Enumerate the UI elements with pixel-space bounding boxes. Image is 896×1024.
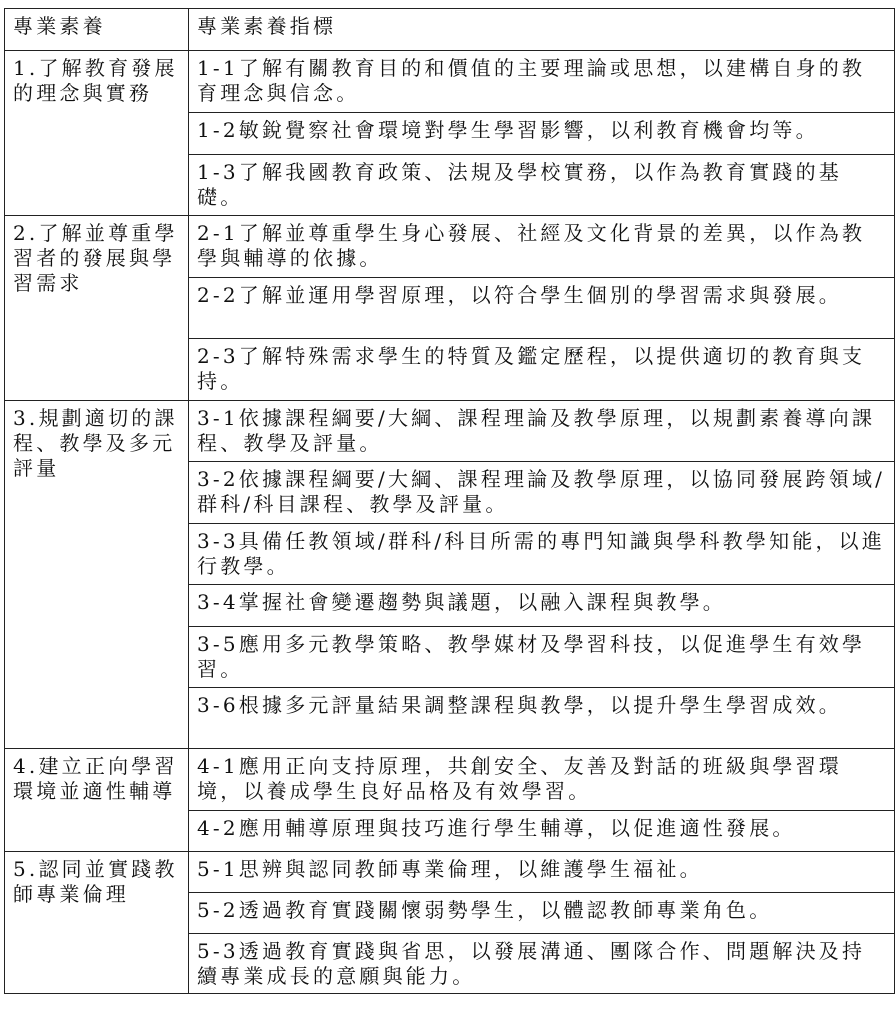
table-body bbox=[5, 51, 895, 994]
header-competency: 專業素養 bbox=[5, 9, 189, 51]
indicator-cell: 3-3具備任教領域/群科/科目所需的專門知識與學科教學知能，以進行教學。 bbox=[189, 524, 895, 585]
competency-cell: 4.建立正向學習環境並適性輔導 bbox=[5, 749, 189, 852]
competency-cell: 5.認同並實踐教師專業倫理 bbox=[5, 852, 189, 994]
indicator-cell: 5-1思辨與認同教師專業倫理，以維護學生福祉。 bbox=[189, 852, 895, 893]
table-row bbox=[5, 216, 895, 278]
indicator-cell: 1-3了解我國教育政策、法規及學校實務，以作為教育實踐的基礎。 bbox=[189, 155, 895, 216]
table-row bbox=[5, 401, 895, 462]
competency-table bbox=[4, 8, 895, 994]
indicator-cell: 3-4掌握社會變遷趨勢與議題，以融入課程與教學。 bbox=[189, 585, 895, 627]
indicator-cell: 3-1依據課程綱要/大綱、課程理論及教學原理，以規劃素養導向課程、教學及評量。 bbox=[189, 401, 895, 462]
table-row bbox=[5, 852, 895, 893]
indicator-cell: 4-2應用輔導原理與技巧進行學生輔導，以促進適性發展。 bbox=[189, 811, 895, 852]
indicator-cell: 1-2敏銳覺察社會環境對學生學習影響，以利教育機會均等。 bbox=[189, 113, 895, 155]
table-row bbox=[5, 51, 895, 113]
competency-cell: 3.規劃適切的課程、教學及多元評量 bbox=[5, 401, 189, 749]
competency-cell: 2.了解並尊重學習者的發展與學習需求 bbox=[5, 216, 189, 401]
indicator-cell: 3-6根據多元評量結果調整課程與教學，以提升學生學習成效。 bbox=[189, 688, 895, 749]
indicator-cell: 5-2透過教育實踐關懷弱勢學生，以體認教師專業角色。 bbox=[189, 893, 895, 934]
indicator-cell: 3-5應用多元教學策略、教學媒材及學習科技，以促進學生有效學習。 bbox=[189, 627, 895, 688]
header-indicator: 專業素養指標 bbox=[189, 9, 895, 51]
indicator-cell: 5-3透過教育實踐與省思，以發展溝通、團隊合作、問題解決及持續專業成長的意願與能力。 bbox=[189, 934, 895, 994]
indicator-cell: 2-3了解特殊需求學生的特質及鑑定歷程，以提供適切的教育與支持。 bbox=[189, 339, 895, 401]
indicator-cell: 1-1了解有關教育目的和價值的主要理論或思想，以建構自身的教育理念與信念。 bbox=[189, 51, 895, 113]
competency-cell: 1.了解教育發展的理念與實務 bbox=[5, 51, 189, 216]
indicator-cell: 3-2依據課程綱要/大綱、課程理論及教學原理，以協同發展跨領域/群科/科目課程、教學及評量。 bbox=[189, 462, 895, 524]
table-row bbox=[5, 749, 895, 811]
indicator-cell: 2-1了解並尊重學生身心發展、社經及文化背景的差異，以作為教學與輔導的依據。 bbox=[189, 216, 895, 278]
indicator-cell: 2-2了解並運用學習原理，以符合學生個別的學習需求與發展。 bbox=[189, 278, 895, 339]
header-row bbox=[5, 9, 895, 51]
indicator-cell: 4-1應用正向支持原理，共創安全、友善及對話的班級與學習環境，以養成學生良好品格及有效學習。 bbox=[189, 749, 895, 811]
